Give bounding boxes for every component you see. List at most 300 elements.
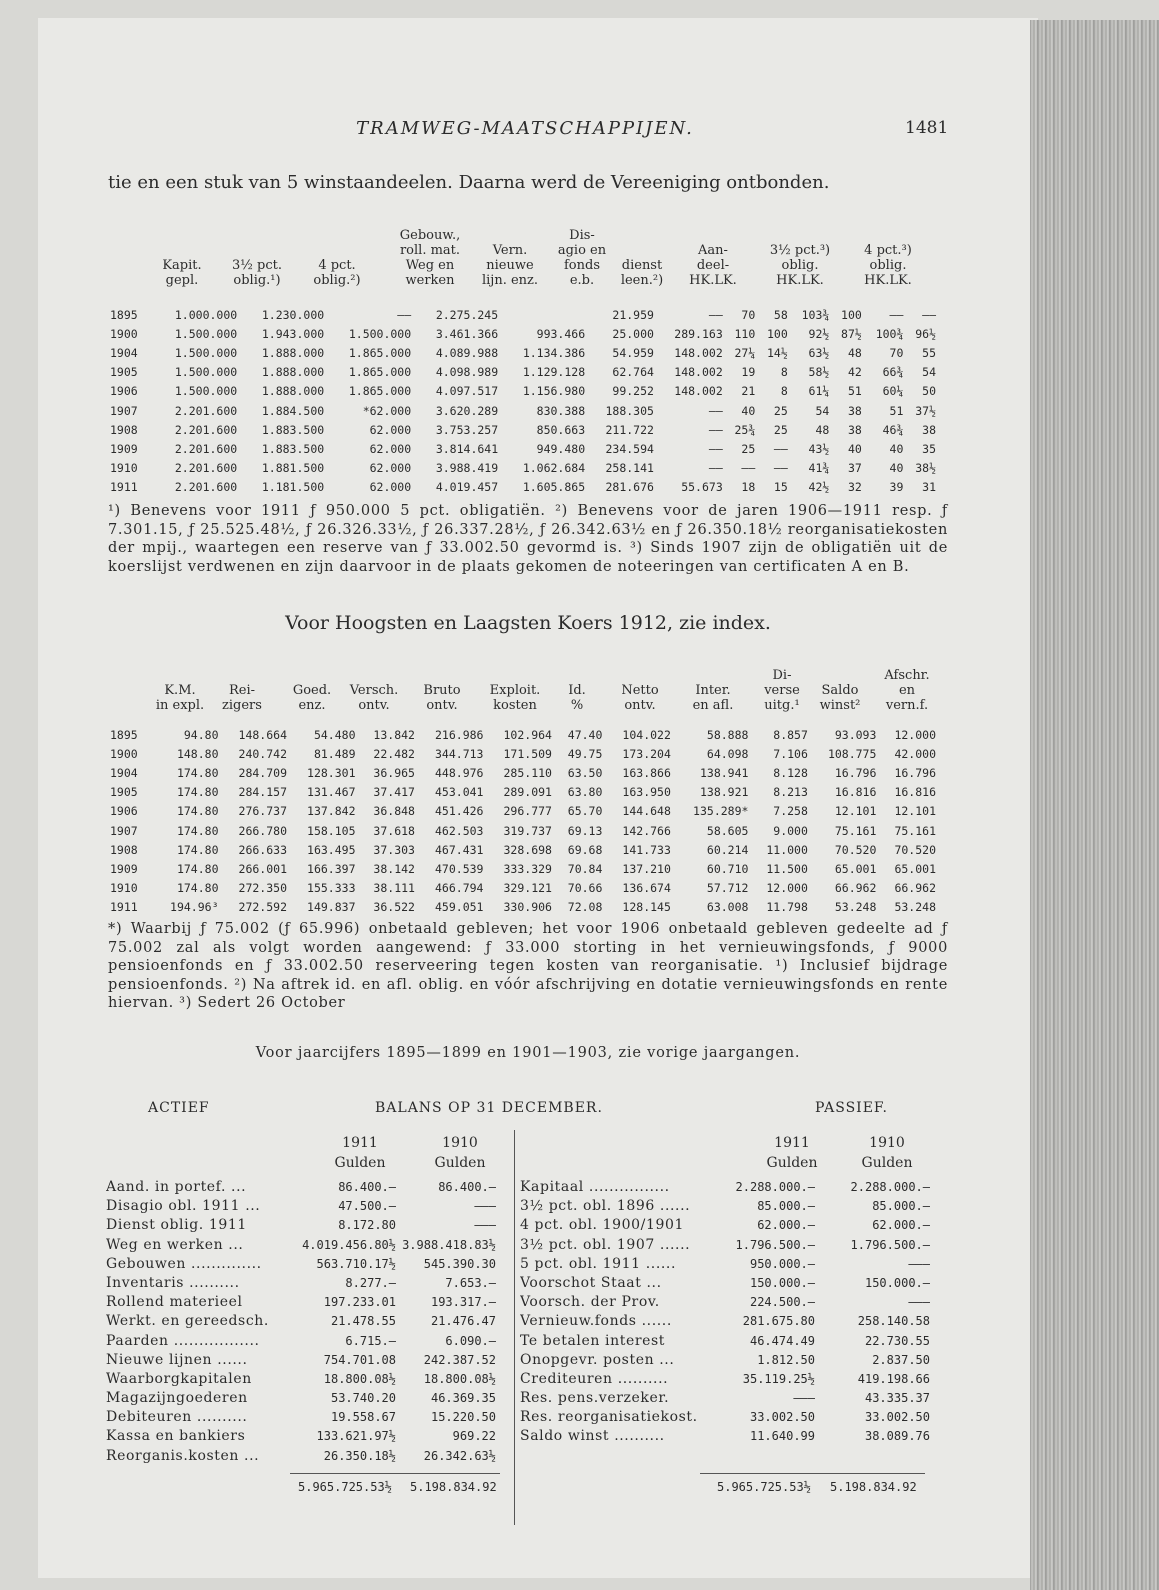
table-cell: 1.181.500	[261, 480, 325, 495]
table-cell: 60.214	[706, 842, 749, 857]
table-cell: 2.201.600	[174, 422, 238, 437]
balance-value: 85.000.—	[757, 1199, 815, 1214]
table-cell: 53.248	[834, 900, 877, 915]
balance-label: Paarden .................	[106, 1332, 260, 1349]
table-cell: 110	[734, 326, 756, 341]
table-cell: ——	[922, 307, 936, 322]
table-cell: 149.837	[307, 900, 356, 915]
table-cell: 1.134.386	[522, 345, 586, 360]
table-cell: 470.539	[435, 861, 484, 876]
table-cell: 830.388	[536, 403, 586, 418]
balance-label: Te betalen interest	[520, 1332, 666, 1349]
table-cell: 40	[889, 441, 904, 456]
table-cell: 39	[889, 480, 904, 495]
table-cell: 14½	[766, 345, 788, 360]
balance-label: 3½ pct. obl. 1907 ......	[520, 1236, 691, 1253]
table-cell: 9.000	[773, 823, 808, 838]
table-cell: 8	[780, 365, 788, 380]
balance-row	[520, 1351, 935, 1370]
table-cell: 131.467	[307, 785, 356, 800]
balance-value: 26.350.18½	[323, 1448, 396, 1463]
table-cell: 128.301	[307, 765, 356, 780]
table-cell: 42½	[808, 480, 830, 495]
table-cell: 1.888.000	[261, 345, 325, 360]
table-cell: 25	[773, 403, 788, 418]
table-cell: 451.426	[435, 804, 484, 819]
balance-value: 1.812.50	[757, 1352, 815, 1367]
table-cell: 155.333	[307, 881, 356, 896]
t2-header-netto: Netto ontv.	[621, 683, 659, 713]
balance-label: Crediteuren ..........	[520, 1370, 669, 1387]
table-cell: 3.988.419	[435, 461, 499, 476]
table-cell: 51	[847, 384, 862, 399]
table-row	[108, 840, 938, 859]
table-cell: 54	[922, 365, 936, 380]
table-cell: 138.921	[699, 785, 749, 800]
actief-unit-1911: Gulden	[334, 1155, 386, 1171]
t1-header-kapit: Kapit. gepl.	[162, 258, 202, 288]
table-cell: 136.674	[622, 881, 671, 896]
table-cell: 48	[847, 345, 862, 360]
table-cell: 174.80	[176, 881, 219, 896]
table-cell: 272.592	[238, 900, 287, 915]
running-head: TRAMWEG-MAATSCHAPPIJEN.	[356, 118, 694, 139]
balance-row	[520, 1236, 935, 1255]
balance-row	[106, 1197, 506, 1216]
balance-value: 224.500.—	[749, 1295, 815, 1310]
balance-title: BALANS OP 31 DECEMBER.	[375, 1100, 603, 1116]
balance-value: 26.342.63½	[423, 1448, 496, 1463]
balance-value: 1.796.500.—	[850, 1237, 930, 1252]
table-cell: 18	[741, 480, 756, 495]
year-cell: 1905	[110, 785, 138, 800]
balance-value: ———	[474, 1199, 496, 1214]
balance-value: 33.002.50	[864, 1410, 930, 1425]
table-cell: 38	[847, 403, 862, 418]
table-cell: 37	[847, 461, 862, 476]
table-cell: 69.13	[567, 823, 603, 838]
table-cell: 11.798	[766, 900, 808, 915]
table-cell: 38.142	[373, 861, 415, 876]
table-cell: 1.883.500	[261, 422, 325, 437]
table-cell: 1.883.500	[261, 441, 325, 456]
balance-label: Gebouwen ..............	[106, 1255, 262, 1272]
table-cell: 60.710	[706, 861, 749, 876]
table-cell: 41¾	[808, 461, 830, 476]
balance-value: 6.715.—	[345, 1333, 396, 1348]
balance-value: 1.796.500.—	[735, 1237, 815, 1252]
table-cell: 137.210	[622, 861, 671, 876]
balance-label: Res. pens.verzeker.	[520, 1390, 670, 1407]
t2-header-bruto: Bruto ontv.	[423, 683, 461, 713]
year-cell: 1908	[110, 422, 138, 437]
passief-year-1910: 1910	[869, 1135, 905, 1151]
table-row	[108, 305, 938, 324]
table-cell: 32	[847, 480, 862, 495]
table-cell: 459.051	[435, 900, 484, 915]
balance-row	[520, 1370, 935, 1389]
t1-header-35-oblig: 3½ pct. oblig.¹)	[232, 258, 282, 288]
balance-value: 8.172.80	[338, 1218, 396, 1233]
table-cell: 66.962	[894, 881, 936, 896]
table-cell: 37.303	[373, 842, 415, 857]
table-cell: 70.84	[567, 861, 603, 876]
year-cell: 1907	[110, 823, 138, 838]
balance-value: 2.837.50	[872, 1352, 930, 1367]
table-cell: 12.101	[894, 804, 936, 819]
table-cell: 8.128	[773, 765, 808, 780]
table-cell: 38	[847, 422, 862, 437]
balance-row	[106, 1351, 506, 1370]
year-cell: 1910	[110, 881, 138, 896]
table-cell: 63.008	[706, 900, 749, 915]
table-cell: 25¾	[734, 422, 756, 437]
table-cell: 37.417	[373, 785, 415, 800]
t1-header-dienst: dienst leen.²)	[620, 258, 664, 288]
table-cell: 62.000	[369, 441, 412, 456]
balance-value: 86.400.—	[438, 1180, 496, 1194]
table-cell: 171.509	[503, 746, 552, 761]
table-cell: 43½	[808, 441, 830, 456]
year-cell: 1906	[110, 384, 138, 399]
table-row	[108, 324, 938, 343]
table-cell: 103¾	[801, 307, 830, 322]
balance-row	[520, 1389, 935, 1408]
table-cell: 99.252	[612, 384, 654, 399]
balance-label: 4 pct. obl. 1900/1901	[520, 1217, 685, 1234]
balance-label: Werkt. en gereedsch.	[106, 1313, 269, 1330]
balance-row	[106, 1293, 506, 1312]
table-cell: 148.002	[674, 365, 723, 380]
table-cell: 4.097.517	[435, 384, 499, 399]
balance-label: Waarborgkapitalen	[106, 1370, 252, 1387]
table-cell: 194.96³	[170, 900, 219, 915]
balance-row	[106, 1178, 506, 1197]
year-cell: 1906	[110, 804, 138, 819]
table-cell: 58.888	[706, 727, 749, 742]
table-cell: 92½	[808, 326, 830, 341]
balance-row	[106, 1274, 506, 1293]
table-cell: 3.753.257	[435, 422, 499, 437]
table-cell: 1.500.000	[174, 326, 238, 341]
table-row	[108, 763, 938, 782]
table-cell: 1.888.000	[261, 365, 325, 380]
balance-value: 563.710.17½	[316, 1256, 396, 1271]
balance-value: 38.089.76	[864, 1429, 930, 1444]
table-cell: 70.66	[567, 881, 603, 896]
table-cell: 93.093	[834, 727, 877, 742]
table-cell: 289.163	[674, 326, 723, 341]
table-cell: 55	[922, 345, 936, 360]
table-cell: 138.941	[699, 765, 749, 780]
balance-value: 197.233.01	[323, 1295, 396, 1310]
actief-total-1911: 5.965.725.53½	[298, 1480, 392, 1494]
table-cell: 8.213	[773, 785, 808, 800]
table-cell: 11.000	[766, 842, 808, 857]
table-cell: 467.431	[435, 842, 484, 857]
balance-value: 950.000.—	[749, 1256, 815, 1271]
table-cell: 12.000	[766, 881, 808, 896]
balance-row	[106, 1236, 506, 1255]
balance-value: ———	[908, 1295, 930, 1310]
page-number: 1481	[905, 118, 949, 138]
table-cell: ——	[708, 441, 723, 456]
table-cell: ——	[708, 307, 723, 322]
table-row	[108, 382, 938, 401]
table-cell: 2.201.600	[174, 480, 238, 495]
balance-value: 133.621.97½	[316, 1429, 396, 1444]
balance-label: Res. reorganisatiekost.	[520, 1409, 698, 1426]
book-page-edges	[1030, 20, 1159, 1590]
table-cell: 51	[889, 403, 904, 418]
table-cell: 25	[741, 441, 756, 456]
balance-value: 86.400.—	[338, 1180, 396, 1194]
table-cell: 188.305	[605, 403, 654, 418]
table-cell: 16.796	[834, 765, 877, 780]
table-cell: 281.676	[605, 480, 654, 495]
table-cell: 466.794	[435, 881, 484, 896]
table-cell: 50	[922, 384, 936, 399]
table-cell: 16.796	[894, 765, 936, 780]
table-capital-quotes	[108, 305, 938, 497]
t2-header-exploit: Exploit. kosten	[489, 683, 541, 713]
table-cell: 174.80	[176, 823, 219, 838]
table-cell: 75.161	[894, 823, 936, 838]
year-cell: 1904	[110, 345, 138, 360]
table-cell: 142.766	[622, 823, 671, 838]
table-cell: 38½	[915, 461, 936, 476]
balance-label: Voorschot Staat ...	[520, 1274, 662, 1291]
table-cell: 148.664	[238, 727, 287, 742]
table-cell: 448.976	[435, 765, 484, 780]
table-row	[108, 802, 938, 821]
actief-total-rule	[290, 1473, 500, 1474]
table-cell: 63.80	[567, 785, 603, 800]
table-cell: ——	[889, 307, 904, 322]
table-cell: 1.881.500	[261, 461, 325, 476]
table-cell: 21.959	[612, 307, 654, 322]
table-cell: 66.962	[834, 881, 877, 896]
table-cell: 27¼	[734, 345, 756, 360]
table-cell: 1.865.000	[348, 365, 412, 380]
table-cell: 12.101	[834, 804, 877, 819]
balance-label: Weg en werken ...	[106, 1236, 244, 1253]
table-cell: 100¾	[875, 326, 904, 341]
table-cell: 100	[841, 307, 862, 322]
balance-row	[520, 1255, 935, 1274]
actief-year-1911: 1911	[342, 1135, 378, 1151]
table-cell: 65.001	[834, 861, 877, 876]
t1-header-weg-werken: Gebouw., roll. mat. Weg en werken	[399, 228, 461, 288]
table-row	[108, 744, 938, 763]
year-cell: 1908	[110, 842, 138, 857]
table-cell: 296.777	[503, 804, 552, 819]
table-cell: 96½	[915, 326, 936, 341]
passief-unit-1910: Gulden	[861, 1155, 913, 1171]
table-cell: 174.80	[176, 765, 219, 780]
table-cell: 46¾	[882, 422, 904, 437]
t2-header-saldo: Saldo winst²	[819, 683, 861, 713]
table-cell: 1.062.684	[522, 461, 586, 476]
table-cell: ——	[773, 441, 788, 456]
year-cell: 1904	[110, 765, 138, 780]
table-cell: 163.495	[307, 842, 356, 857]
balance-label: Voorsch. der Prov.	[520, 1294, 660, 1311]
table-cell: 266.780	[238, 823, 287, 838]
table-cell: 49.75	[567, 746, 603, 761]
table-cell: 12.000	[894, 727, 936, 742]
balance-value: 62.000.—	[872, 1218, 930, 1233]
balance-label: Nieuwe lijnen ......	[106, 1351, 248, 1368]
table-cell: 94.80	[183, 727, 219, 742]
table-cell: 174.80	[176, 842, 219, 857]
balance-value: ———	[474, 1218, 496, 1233]
balance-row	[520, 1274, 935, 1293]
balance-label: Kassa en bankiers	[106, 1428, 246, 1445]
table-cell: *62.000	[362, 403, 412, 418]
t1-header-4-oblig: 4 pct. oblig.²)	[313, 258, 361, 288]
balance-actief-title: ACTIEF	[148, 1100, 210, 1116]
table-cell: 1.230.000	[261, 307, 325, 322]
table2-footnotes: *) Waarbij ƒ 75.002 (ƒ 65.996) onbetaald gebleven; het voor 1906 onbetaald gebleven gedeelte ad ƒ 75.002 zal als volgt worden aangewend: ƒ 33.000 storting in het vernieuwingsfonds, ƒ 9000 pensioenfonds en ƒ 33.002.50 reserveering tegen kosten van reorganisatie. ¹) Inclusief bijdrage pensioenfonds. ²) Na aftrek id. en afl. oblig. en vóór afschrijving en dotatie vernieuwingsfonds en rente hiervan. ³) Sedert 26 October	[108, 921, 948, 1011]
balance-label: Aand. in portef. ...	[106, 1179, 247, 1195]
table-cell: 128.145	[622, 900, 671, 915]
table-cell: 211.722	[605, 422, 654, 437]
balance-value: 22.730.55	[864, 1333, 930, 1348]
table-cell: 1.129.128	[522, 365, 586, 380]
balance-value: 33.002.50	[749, 1410, 815, 1425]
table-cell: 850.663	[536, 422, 586, 437]
t2-header-goed: Goed. enz.	[292, 683, 332, 713]
table-row	[108, 459, 938, 478]
balance-value: ———	[793, 1391, 815, 1406]
table-cell: 319.737	[503, 823, 552, 838]
table-cell: 87½	[841, 326, 862, 341]
table-cell: 36.965	[373, 765, 415, 780]
table-cell: 158.105	[307, 823, 356, 838]
passief-total-rule	[700, 1473, 925, 1474]
table-cell: 285.110	[503, 765, 552, 780]
actief-unit-1910: Gulden	[434, 1155, 486, 1171]
balance-row	[520, 1427, 935, 1446]
actief-list	[106, 1178, 506, 1466]
table-cell: 54.959	[612, 345, 654, 360]
table-cell: 4.089.988	[435, 345, 499, 360]
table-cell: 1.156.980	[522, 384, 586, 399]
t2-header-reizigers: Rei- zigers	[222, 683, 262, 713]
balance-value: 419.198.66	[857, 1371, 930, 1386]
table-cell: 42.000	[894, 746, 936, 761]
table-cell: 70.520	[834, 842, 877, 857]
table-cell: 63.50	[567, 765, 603, 780]
table-cell: ——	[397, 307, 412, 322]
table-row	[108, 478, 938, 497]
table-cell	[500, 305, 587, 324]
table-row	[108, 401, 938, 420]
table-row	[108, 725, 938, 744]
table-cell: 266.633	[238, 842, 287, 857]
table-cell: 1.000.000	[174, 307, 238, 322]
balance-label: 5 pct. obl. 1911 ......	[520, 1255, 677, 1272]
table-cell: 173.204	[622, 746, 671, 761]
table-cell: 1.500.000	[174, 365, 238, 380]
table-cell: 284.157	[238, 785, 287, 800]
balance-value: 242.387.52	[423, 1352, 496, 1367]
table-cell: 266.001	[238, 861, 287, 876]
table-cell: 58	[773, 307, 788, 322]
year-cell: 1905	[110, 365, 138, 380]
table-operations	[108, 725, 938, 917]
table-cell: 19	[741, 365, 756, 380]
table-cell: 1.888.000	[261, 384, 325, 399]
table-cell: 2.201.600	[174, 441, 238, 456]
balance-value: 19.558.67	[330, 1410, 396, 1425]
table-row	[108, 879, 938, 898]
table-cell: 38.111	[373, 881, 415, 896]
table-row	[108, 821, 938, 840]
year-cell: 1895	[110, 307, 138, 322]
table-cell: 16.816	[894, 785, 936, 800]
table-cell: 55.673	[681, 480, 723, 495]
balance-value: 4.019.456.80½	[302, 1237, 396, 1252]
balance-row	[106, 1408, 506, 1427]
table-cell: 35	[922, 441, 936, 456]
table-cell: 104.022	[622, 727, 671, 742]
balance-value: 150.000.—	[864, 1275, 930, 1290]
balance-label: Reorganis.kosten ...	[106, 1447, 260, 1464]
balance-row	[106, 1312, 506, 1331]
table-cell: ——	[773, 461, 788, 476]
table-cell: 21	[741, 384, 756, 399]
balance-value: 46.369.35	[430, 1391, 496, 1406]
table-cell: 40	[889, 461, 904, 476]
balance-value: 6.090.—	[445, 1333, 496, 1348]
table-cell: 234.594	[605, 441, 654, 456]
year-cell: 1895	[110, 727, 138, 742]
passief-total-1910: 5.198.834.92	[830, 1480, 917, 1494]
balance-value: 8.277.—	[345, 1275, 396, 1290]
balance-value: 193.317.—	[430, 1295, 496, 1310]
jaarcijfers-reference: Voor jaarcijfers 1895—1899 en 1901—1903, zie vorige jaargangen.	[255, 1045, 801, 1061]
balance-value: 85.000.—	[872, 1199, 930, 1214]
table-cell: 54	[815, 403, 830, 418]
balance-value: 150.000.—	[749, 1275, 815, 1290]
balance-label: Disagio obl. 1911 ...	[106, 1198, 261, 1215]
table-cell: 1.500.000	[174, 384, 238, 399]
table-cell: 289.091	[503, 785, 552, 800]
balance-label: Rollend materieel	[106, 1294, 243, 1311]
balance-row	[106, 1216, 506, 1235]
balance-label: 3½ pct. obl. 1896 ......	[520, 1198, 691, 1215]
table-cell: 75.161	[834, 823, 877, 838]
balance-value: 258.140.58	[857, 1314, 930, 1329]
table-cell: 2.201.600	[174, 461, 238, 476]
t2-header-afschr: Afschr. en vern.f.	[884, 668, 930, 713]
table-cell: 11.500	[766, 861, 808, 876]
balance-row	[106, 1332, 506, 1351]
table-cell: 1.865.000	[348, 384, 412, 399]
table-cell: 163.950	[622, 785, 671, 800]
balance-label: Magazijngoederen	[106, 1390, 248, 1407]
table-cell: 40	[847, 441, 862, 456]
t1-header-4-koers: 4 pct.³) oblig. HK.LK.	[864, 243, 912, 288]
balance-label: Onopgevr. posten ...	[520, 1351, 675, 1368]
table-cell: 1.865.000	[348, 345, 412, 360]
table-cell: 64.098	[706, 746, 749, 761]
intro-paragraph: tie en een stuk van 5 winstaandeelen. Daarna werd de Vereeniging ontbonden.	[108, 172, 830, 193]
balance-value: 545.390.30	[423, 1256, 496, 1271]
table-cell: 25	[773, 422, 788, 437]
